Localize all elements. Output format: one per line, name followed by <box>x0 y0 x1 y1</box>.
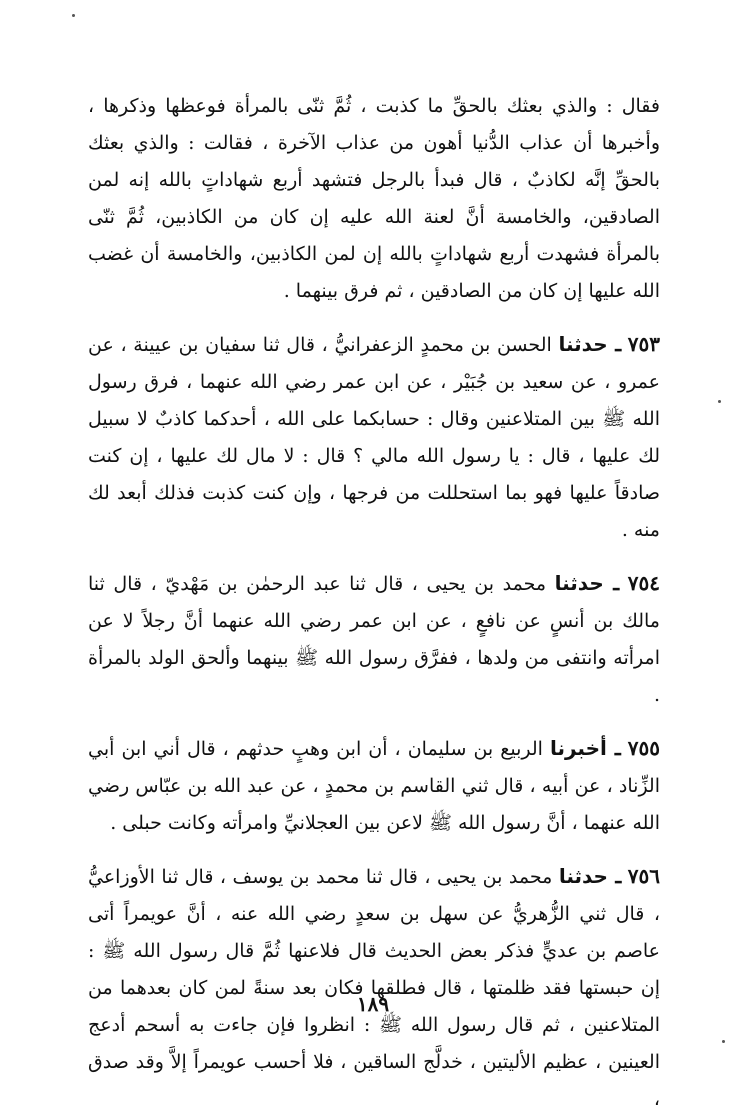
scan-speck <box>72 14 75 17</box>
hadith-number: ٧٥٤ <box>627 571 661 595</box>
paragraph-text: الحسن بن محمدٍ الزعفرانيُّ ، قال ثنا سفيان بن عيينة ، عن عمرو ، عن سعيد بن جُبَيْر ، عن ابن عمر رضي الله عنهما ، فرق رسول الله ﷺ بين المتلاعنين وقال : حسابكما على الله ، أحدكما كاذبٌ لا سبيل لك عليها ، قال : يا رسول الله مالي ؟ قال : لا مال لك عليها ، إن كنت صادقاً عليها فهو بما استحللت من فرجها ، وإن كنت كذبت فذلك أبعد لك منه . <box>88 334 660 541</box>
hadith-number: ٧٥٥ <box>627 736 660 760</box>
hadith-755: ٧٥٥ ـ أخبرنا الربيع بن سليمان ، أن ابن وهبٍ حدثهم ، قال أني ابن أبي الزِّناد ، عن أبيه ، قال ثني القاسم بن محمدٍ ، عن عبد الله بن عبّاس رضي الله عنهما ، أنَّ رسول الله ﷺ لاعن بين العجلانيِّ وامرأته وكانت حبلى . <box>88 736 660 834</box>
scan-speck <box>718 400 721 403</box>
hadith-756: ٧٥٦ ـ حدثنا محمد بن يحيى ، قال ثنا محمد بن يوسف ، قال ثنا الأوزاعيُّ ، قال ثني الزُّهريُّ عن سهل بن سعدٍ رضي الله عنه ، أنَّ عويمراً أتى عاصم بن عديٍّ فذكر بعض الحديث قال فلاعنها ثُمَّ قال رسول الله ﷺ : إن حبستها فقد ظلمتها ، قال فطلقها فكان بعد سنةً لمن كان بعدهما من المتلاعنين ، ثم قال رسول الله ﷺ : انظروا فإن جاءت به أسحم أدعج العينين ، عظيم الأليتين ، خدلَّج الساقين ، فلا أحسب عويمراً إلاَّ وقد صدق ، <box>88 864 661 1110</box>
hadith-number: ٧٥٣ <box>627 332 660 356</box>
hadith-lead-word: حدثنا <box>558 864 608 888</box>
page-number: ١٨٩ <box>356 992 390 1016</box>
hadith-lead-word: أخبرنا <box>549 736 607 760</box>
hadith-754: ٧٥٤ ـ حدثنا محمد بن يحيى ، قال ثنا عبد الرحمٰن بن مَهْديّ ، قال ثنا مالك بن أنسٍ عن نافعٍ ، عن ابن عمر رضي الله عنهما أنَّ رجلاً لا عن امرأته وانتفى من ولدها ، ففرَّق رسول الله ﷺ بينهما وألحق الولد بالمرأة . <box>88 571 661 706</box>
scan-speck <box>722 1040 725 1043</box>
paragraph-text: محمد بن يحيى ، قال ثنا محمد بن يوسف ، قال ثنا الأوزاعيُّ ، قال ثني الزُّهريُّ عن سهل بن سعدٍ رضي الله عنه ، أنَّ عويمراً أتى عاصم بن عديٍّ فذكر بعض الحديث قال فلاعنها ثُمَّ قال رسول الله ﷺ : إن حبستها فقد ظلمتها ، قال فطلقها فكان بعد سنةً لمن كان بعدهما من المتلاعنين ، ثم قال رسول الله ﷺ : انظروا فإن جاءت به أسحم أدعج العينين ، عظيم الأليتين ، خدلَّج الساقين ، فلا أحسب عويمراً إلاَّ وقد صدق ، <box>88 866 660 1110</box>
hadith-753: ٧٥٣ ـ حدثنا الحسن بن محمدٍ الزعفرانيُّ ، قال ثنا سفيان بن عيينة ، عن عمرو ، عن سعيد بن جُبَيْر ، عن ابن عمر رضي الله عنهما ، فرق رسول الله ﷺ بين المتلاعنين وقال : حسابكما على الله ، أحدكما كاذبٌ لا سبيل لك عليها ، قال : يا رسول الله مالي ؟ قال : لا مال لك عليها ، إن كنت صادقاً عليها فهو بما استحللت من فرجها ، وإن كنت كذبت فذلك أبعد لك منه . <box>88 332 660 541</box>
paragraph-text: فقال : والذي بعثك بالحقِّ ما كذبت ، ثُمَّ ثنّى بالمرأة فوعظها وذكرها ، وأخبرها أن عذاب الدُّنيا أهون من عذاب الآخرة ، فقالت : والذي بعثك بالحقِّ إنَّه لكاذبٌ ، قال فبدأ بالرجل فتشهد أربع شهاداتٍ بالله إنه لمن الصادقين، والخامسة أنَّ لعنة الله عليه إن كان من الكاذبين، ثُمَّ ثنّى بالمرأة فشهدت أربع شهاداتٍ بالله إن لمن الكاذبين، والخامسة أن غضب الله عليها إن كان من الصادقين ، ثم فرق بينهما . <box>88 95 660 302</box>
paragraph-text: الربيع بن سليمان ، أن ابن وهبٍ حدثهم ، قال أني ابن أبي الزِّناد ، عن أبيه ، قال ثني القاسم بن محمدٍ ، عن عبد الله بن عبّاس رضي الله عنهما ، أنَّ رسول الله ﷺ لاعن بين العجلانيِّ وامرأته وكانت حبلى . <box>88 738 660 834</box>
paragraph-text: محمد بن يحيى ، قال ثنا عبد الرحمٰن بن مَهْديّ ، قال ثنا مالك بن أنسٍ عن نافعٍ ، عن ابن عمر رضي الله عنهما أنَّ رجلاً لا عن امرأته وانتفى من ولدها ، ففرَّق رسول الله ﷺ بينهما وألحق الولد بالمرأة . <box>88 573 660 706</box>
paragraph-continuation <box>88 88 660 310</box>
hadith-number: ٧٥٦ <box>627 864 661 888</box>
hadith-lead-word: حدثنا <box>558 332 608 356</box>
page-body <box>88 88 661 1110</box>
hadith-lead-word: حدثنا <box>554 571 604 595</box>
